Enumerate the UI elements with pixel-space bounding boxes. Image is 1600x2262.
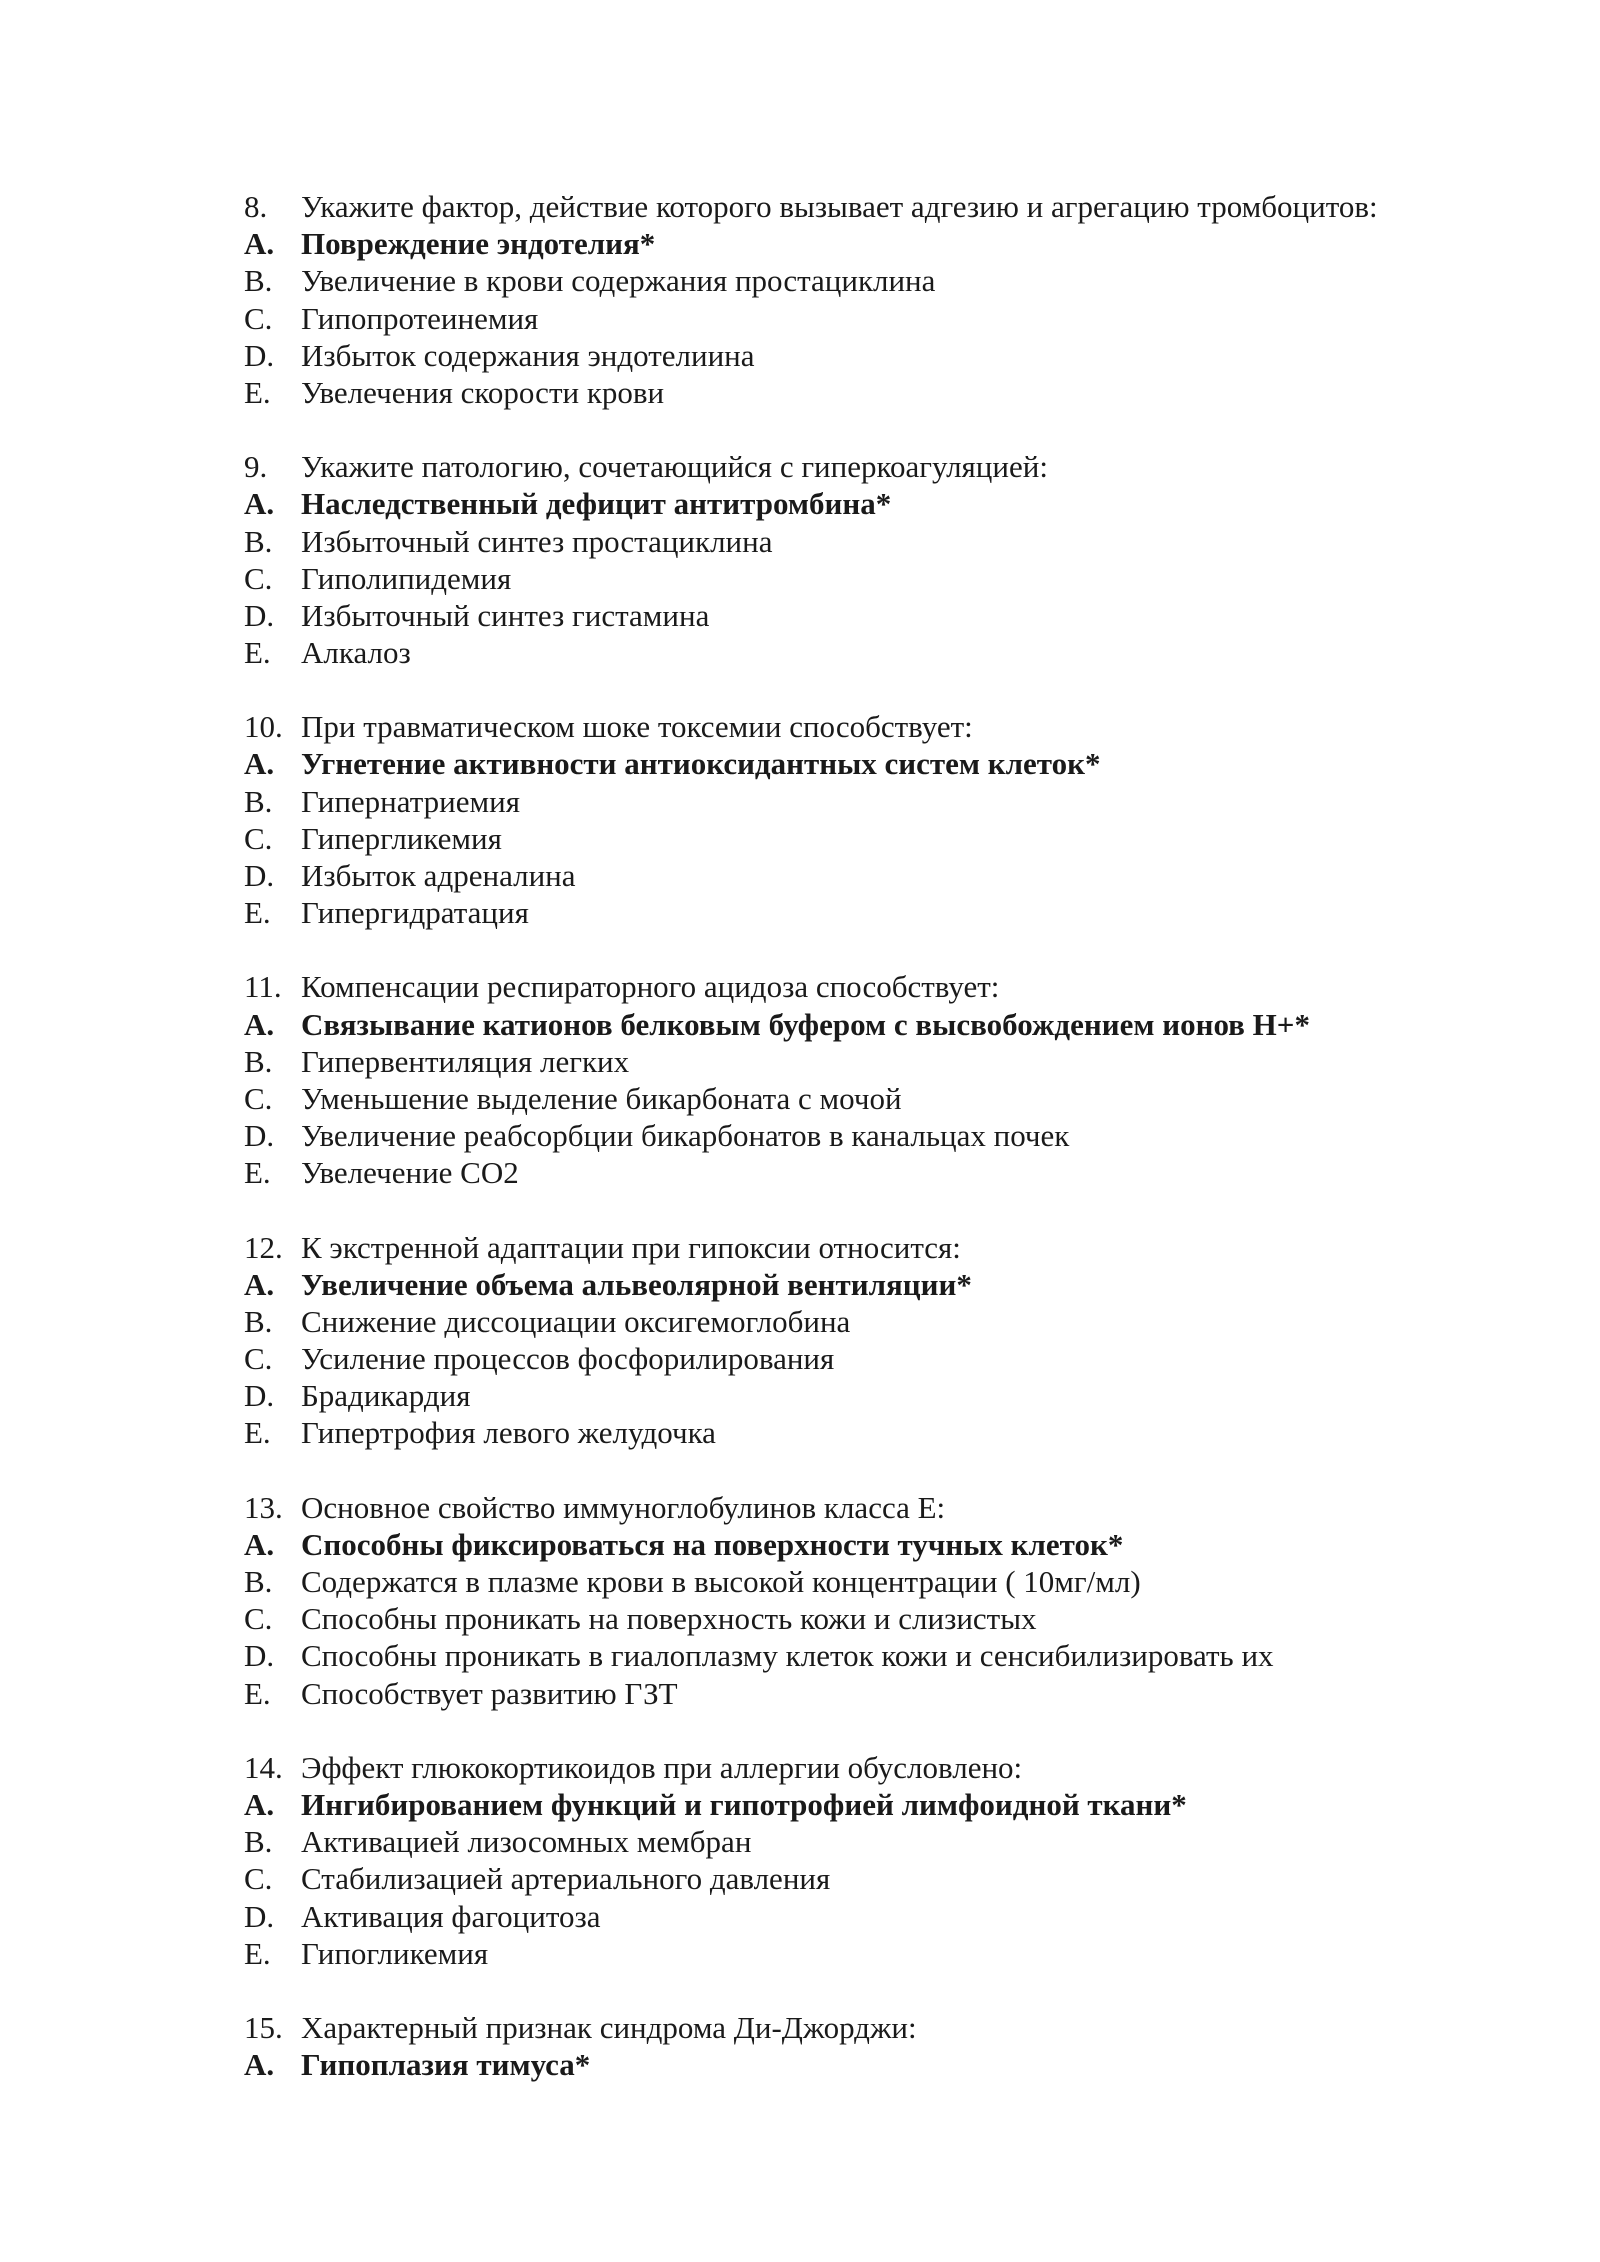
answer-option (244, 1823, 1544, 1860)
answer-option-correct (244, 1006, 1544, 1043)
option-text: Гипертрофия левого желудочка (301, 1415, 716, 1451)
answer-option (244, 634, 1544, 671)
option-letter: C. (244, 820, 273, 856)
option-letter: A. (244, 1786, 275, 1822)
answer-option (244, 1340, 1544, 1377)
question-list (244, 188, 1544, 2120)
answer-option (244, 1117, 1544, 1154)
answer-option (244, 783, 1544, 820)
option-letter: B. (244, 1303, 273, 1339)
question-block (244, 1489, 1544, 1712)
question-line (244, 448, 1544, 485)
answer-option (244, 374, 1544, 411)
option-text: Способствует развитию ГЗТ (301, 1675, 678, 1711)
answer-option (244, 1600, 1544, 1637)
option-letter: B. (244, 783, 273, 819)
question-line (244, 1489, 1544, 1526)
question-number: 8. (244, 189, 268, 224)
option-text: Увеличение объема альвеолярной вентиляции* (301, 1266, 972, 1302)
option-text: Гипервентиляция легких (301, 1043, 630, 1079)
answer-option (244, 1414, 1544, 1451)
option-letter: E. (244, 374, 271, 410)
question-block (244, 708, 1544, 931)
option-text: Избыточный синтез гистамина (301, 597, 710, 633)
option-letter: A. (244, 226, 275, 262)
option-text: Гипогликемия (301, 1935, 489, 1971)
option-text: Гипергидратация (301, 895, 529, 931)
option-letter: A. (244, 1526, 275, 1562)
option-letter: D. (244, 337, 275, 373)
option-letter: B. (244, 263, 273, 299)
answer-option-correct (244, 1266, 1544, 1303)
option-text: Гипергликемия (301, 820, 502, 856)
option-text: Гипоплазия тимуса* (301, 2047, 591, 2083)
option-letter: E. (244, 895, 271, 931)
question-line (244, 188, 1544, 225)
question-number: 14. (244, 1749, 283, 1785)
option-text: Наследственный дефицит антитромбина* (301, 486, 892, 522)
answer-option-correct (244, 1786, 1544, 1823)
question-number: 9. (244, 449, 268, 485)
answer-option (244, 820, 1544, 857)
answer-option-correct (244, 485, 1544, 522)
option-letter: C. (244, 300, 273, 336)
option-text: Ингибированием функций и гипотрофией лимфоидной ткани* (301, 1786, 1187, 1822)
answer-option (244, 1637, 1544, 1674)
answer-option (244, 1303, 1544, 1340)
option-text: Связывание катионов белковым буфером с высвобождением ионов Н+* (301, 1006, 1310, 1042)
answer-option (244, 597, 1544, 634)
answer-option (244, 1935, 1544, 1972)
option-text: Усиление процессов фосфорилирования (301, 1341, 835, 1377)
question-text: Компенсации респираторного ацидоза способствует: (301, 969, 1000, 1005)
option-text: Гиполипидемия (301, 560, 512, 596)
option-text: Снижение диссоциации оксигемоглобина (301, 1303, 851, 1339)
question-text: Эффект глюкокортикоидов при аллергии обусловлено: (301, 1749, 1023, 1785)
option-letter: E. (244, 1415, 271, 1451)
option-letter: C. (244, 1080, 273, 1116)
option-letter: B. (244, 523, 273, 559)
question-text: Основное свойство иммуноглобулинов класса Е: (301, 1489, 946, 1525)
answer-option (244, 894, 1544, 931)
option-text: Угнетение активности антиоксидантных систем клеток* (301, 746, 1101, 782)
option-letter: D. (244, 1378, 275, 1414)
option-text: Алкалоз (301, 635, 411, 671)
option-letter: A. (244, 1006, 275, 1042)
option-text: Уменьшение выделение бикарбоната с мочой (301, 1080, 902, 1116)
answer-option-correct (244, 225, 1544, 262)
question-block (244, 1749, 1544, 1972)
option-letter: C. (244, 1861, 273, 1897)
option-text: Гипернатриемия (301, 783, 520, 819)
option-text: Повреждение эндотелия* (301, 226, 656, 262)
option-text: Увелечения скорости крови (301, 374, 665, 410)
question-line (244, 708, 1544, 745)
option-letter: B. (244, 1564, 273, 1599)
option-letter: B. (244, 1043, 273, 1079)
question-block (244, 448, 1544, 671)
answer-option (244, 523, 1544, 560)
option-text: Увеличение в крови содержания простациклина (301, 263, 936, 299)
answer-option (244, 560, 1544, 597)
option-text: Увеличение реабсорбции бикарбонатов в канальцах почек (301, 1118, 1070, 1154)
question-line (244, 1229, 1544, 1266)
option-text: Способны фиксироваться на поверхности тучных клеток* (301, 1526, 1124, 1562)
answer-option-correct (244, 2046, 1544, 2083)
question-text: Укажите фактор, действие которого вызывает адгезию и агрегацию тромбоцитов: (301, 189, 1378, 224)
question-block (244, 188, 1544, 411)
option-letter: C. (244, 1341, 273, 1377)
option-letter: B. (244, 1824, 273, 1860)
option-letter: D. (244, 1118, 275, 1154)
option-text: Активацией лизосомных мембран (301, 1824, 752, 1860)
option-text: Брадикардия (301, 1378, 471, 1414)
option-letter: D. (244, 1898, 275, 1934)
answer-option (244, 1675, 1544, 1712)
answer-option (244, 1563, 1544, 1600)
question-number: 15. (244, 2009, 283, 2045)
answer-option (244, 857, 1544, 894)
answer-option (244, 262, 1544, 299)
option-letter: A. (244, 2047, 275, 2083)
option-letter: E. (244, 1935, 271, 1971)
question-line (244, 968, 1544, 1005)
option-letter: E. (244, 1155, 271, 1191)
option-text: Избыток содержания эндотелиина (301, 337, 755, 373)
answer-option (244, 300, 1544, 337)
question-number: 13. (244, 1489, 283, 1525)
answer-option-correct (244, 745, 1544, 782)
option-text: Избыточный синтез простациклина (301, 523, 773, 559)
answer-option (244, 1080, 1544, 1117)
question-number: 12. (244, 1229, 283, 1265)
answer-option (244, 1898, 1544, 1935)
answer-option (244, 337, 1544, 374)
question-block (244, 968, 1544, 1191)
option-text: Увелечение СО2 (301, 1155, 519, 1191)
answer-option-correct (244, 1526, 1544, 1563)
question-block (244, 2009, 1544, 2083)
answer-option (244, 1860, 1544, 1897)
option-text: Способны проникать в гиалоплазму клеток кожи и сенсибилизировать их (301, 1638, 1274, 1674)
answer-option (244, 1043, 1544, 1080)
question-text: К экстренной адаптации при гипоксии относится: (301, 1229, 961, 1265)
question-number: 11. (244, 969, 282, 1005)
option-text: Гипопротеинемия (301, 300, 539, 336)
question-text: При травматическом шоке токсемии способствует: (301, 709, 973, 745)
question-line (244, 1749, 1544, 1786)
option-letter: E. (244, 635, 271, 671)
answer-option (244, 1154, 1544, 1191)
question-text: Характерный признак синдрома Ди-Джорджи: (301, 2009, 917, 2045)
option-letter: A. (244, 1266, 275, 1302)
option-letter: D. (244, 1638, 275, 1674)
answer-option (244, 1377, 1544, 1414)
option-text: Избыток адреналина (301, 858, 576, 893)
option-letter: C. (244, 560, 273, 596)
question-number: 10. (244, 709, 283, 745)
option-text: Активация фагоцитоза (301, 1898, 601, 1934)
option-letter: A. (244, 746, 275, 782)
option-letter: E. (244, 1675, 271, 1711)
question-block (244, 1229, 1544, 1452)
option-letter: D. (244, 858, 275, 893)
option-text: Содержатся в плазме крови в высокой концентрации ( 10мг/мл) (301, 1564, 1141, 1599)
option-text: Способны проникать на поверхность кожи и слизистых (301, 1601, 1037, 1637)
question-line (244, 2009, 1544, 2046)
option-text: Стабилизацией артериального давления (301, 1861, 831, 1897)
option-letter: D. (244, 597, 275, 633)
option-letter: C. (244, 1601, 273, 1637)
option-letter: A. (244, 486, 275, 522)
question-text: Укажите патологию, сочетающийся с гиперкоагуляцией: (301, 449, 1048, 485)
